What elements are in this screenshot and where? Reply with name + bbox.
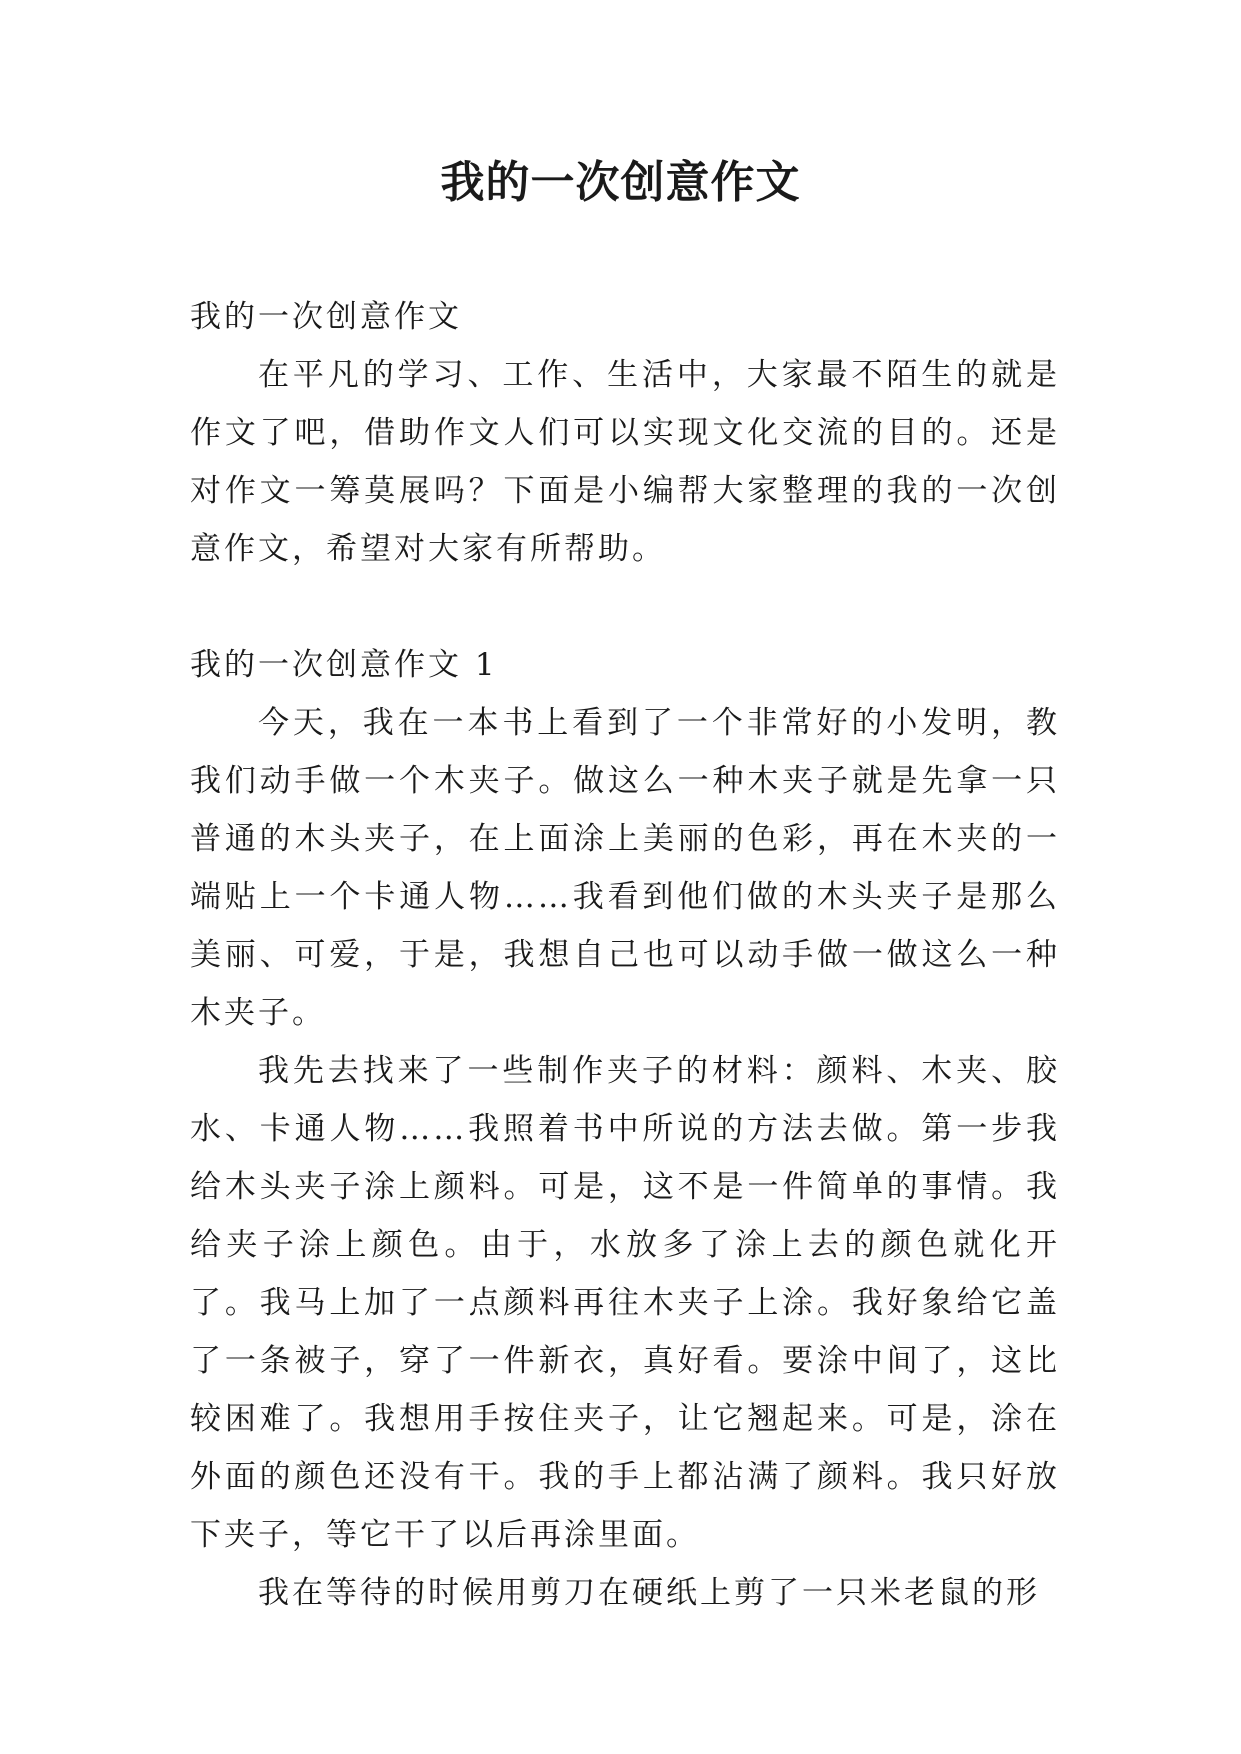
section1-paragraph-2: 我先去找来了一些制作夹子的材料：颜料、木夹、胶水、卡通人物……我照着书中所说的方法去做。第一步我给木头夹子涂上颜料。可是，这不是一件简单的事情。我给夹子涂上颜色。由于，水放多了涂上去的颜色就化开了。我马上加了一点颜料再往木夹子上涂。我好象给它盖了一条被子，穿了一件新衣，真好看。要涂中间了，这比较困难了。我想用手按住夹子，让它翘起来。可是，涂在外面的颜色还没有干。我的手上都沾满了颜料。我只好放下夹子，等它干了以后再涂里面。 xyxy=(190,1053,1060,1553)
section-spacer xyxy=(190,578,1060,636)
section1-paragraph-3: 我在等待的时候用剪刀在硬纸上剪了一只米老鼠的形 xyxy=(258,1575,1040,1611)
section1-paragraph-1: 今天，我在一本书上看到了一个非常好的小发明，教我们动手做一个木夹子。做这么一种木夹子就是先拿一只普通的木头夹子，在上面涂上美丽的色彩，再在木夹的一端贴上一个卡通人物……我看到他们做的木头夹子是那么美丽、可爱，于是，我想自己也可以动手做一做这么一种木夹子。 xyxy=(190,705,1060,1031)
section1-heading: 我的一次创意作文 1 xyxy=(190,647,498,683)
intro-heading: 我的一次创意作文 xyxy=(190,299,462,335)
intro-paragraph: 在平凡的学习、工作、生活中，大家最不陌生的就是作文了吧，借助作文人们可以实现文化交流的目的。还是对作文一筹莫展吗？下面是小编帮大家整理的我的一次创意作文，希望对大家有所帮助。 xyxy=(190,357,1060,567)
document-body xyxy=(190,288,1060,1622)
document-title: 我的一次创意作文 xyxy=(440,157,801,208)
